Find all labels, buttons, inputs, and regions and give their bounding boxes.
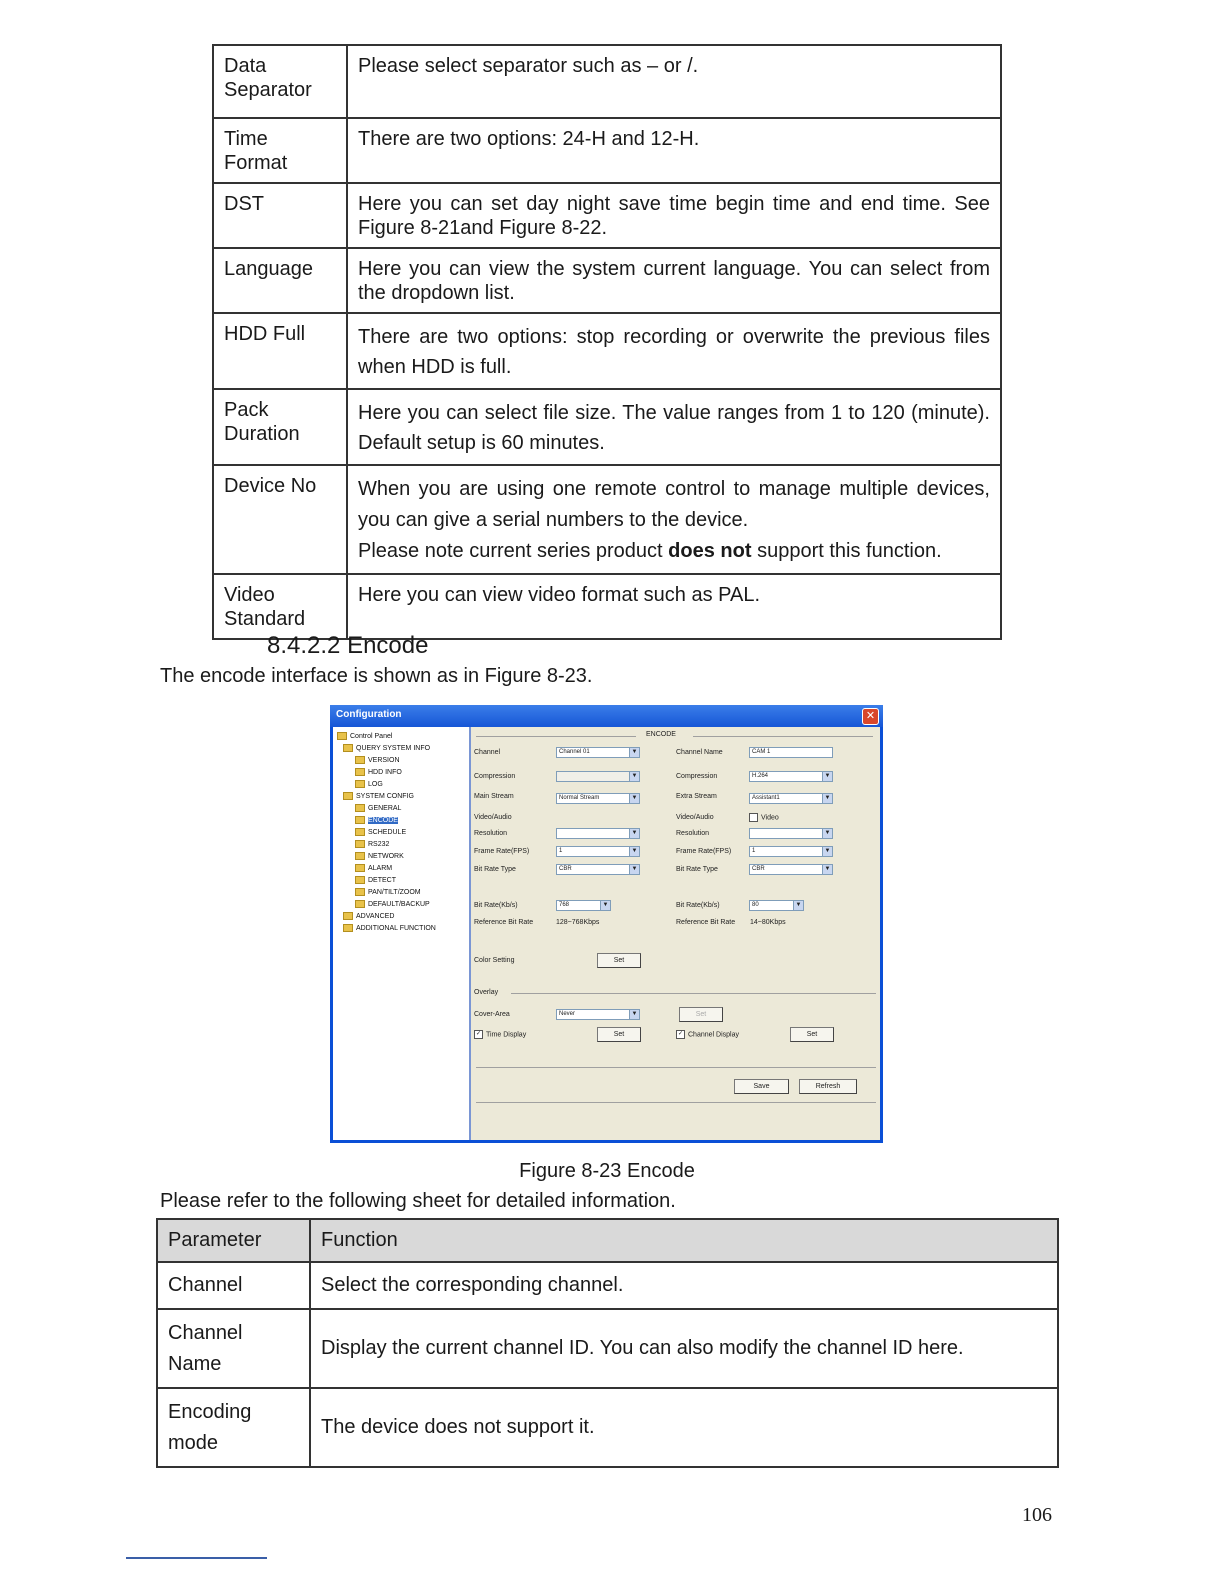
ref-bit-rate-label: Reference Bit Rate [474,919,534,926]
cover-area-select[interactable]: Never ▼ [556,1009,640,1020]
folder-icon [355,768,365,776]
param-desc: Here you can select file size. The value ranges from 1 to 120 (minute). Default setup is 60 minutes. [347,389,1001,465]
cover-area-label: Cover-Area [474,1011,510,1018]
param-desc: There are two options: stop recording or overwrite the previous files when HDD is full. [347,313,1001,389]
overlay-label: Overlay [474,989,499,996]
channel-name-label: Channel Name [676,749,723,756]
chevron-down-icon: ▼ [629,772,639,781]
folder-icon [355,756,365,764]
extra-ref-bit-rate-value: 14~80Kbps [750,919,786,926]
tree-item[interactable]: VERSION [355,756,400,764]
param-function: The device does not support it. [310,1388,1058,1467]
cover-set-button[interactable]: Set [679,1007,723,1022]
extra-compression-select[interactable]: H.264 ▼ [749,771,833,782]
tree-item[interactable]: QUERY SYSTEM INFO [343,744,430,752]
extra-frame-rate-select[interactable]: 1 ▼ [749,846,833,857]
section-heading: 8.4.2.2 Encode [267,632,429,659]
param-name: HDD Full [213,313,347,389]
extra-frame-rate-label: Frame Rate(FPS) [676,848,732,855]
folder-icon [355,888,365,896]
close-icon[interactable]: ✕ [862,708,879,725]
header-function: Function [310,1219,1058,1262]
panel-icon [337,732,347,740]
chevron-down-icon: ▼ [629,794,639,803]
param-name: Channel Name [157,1309,310,1388]
tree-item-selected[interactable]: ENCODE [355,816,398,824]
resolution-select[interactable] [556,828,640,839]
footer-divider [126,1557,267,1559]
param-name: Channel [157,1262,310,1309]
param-name: Encoding mode [157,1388,310,1467]
table-row [213,45,1001,118]
extra-bit-rate-label: Bit Rate(Kb/s) [676,902,720,909]
chevron-down-icon: ▼ [822,865,832,874]
channel-name-input[interactable]: CAM 1 [749,747,833,758]
refer-text: Please refer to the following sheet for detailed information. [160,1190,676,1212]
tree-item[interactable]: DEFAULT/BACKUP [355,900,430,908]
header-parameter: Parameter [157,1219,310,1262]
tree-item[interactable]: LOG [355,780,383,788]
param-function: Select the corresponding channel. [310,1262,1058,1309]
channel-display-set-button[interactable]: Set [790,1027,834,1042]
chevron-down-icon: ▼ [600,901,610,910]
main-stream-select[interactable]: Normal Stream ▼ [556,793,640,804]
param-function: Display the current channel ID. You can also modify the channel ID here. [310,1309,1058,1388]
param-desc: Here you can view the system current language. You can select from the dropdown list. [347,248,1001,313]
tree-item[interactable]: DETECT [355,876,396,884]
tree-item[interactable]: SYSTEM CONFIG [343,792,414,800]
tree-item[interactable]: Control Panel [337,732,392,740]
compression-label: Compression [474,773,516,780]
param-name: Pack Duration [213,389,347,465]
chevron-down-icon: ▼ [822,772,832,781]
settings-table [212,44,1002,640]
extra-bit-rate-type-select[interactable]: CBR ▼ [749,864,833,875]
chevron-down-icon: ▼ [629,1010,639,1019]
table-row [213,183,1001,248]
extra-compression-label: Compression [676,773,718,780]
param-name: Time Format [213,118,347,183]
parameter-table [156,1218,1059,1468]
table-row [213,118,1001,183]
param-name: Video Standard [213,574,347,639]
checkbox-checked-icon: ✓ [475,1031,482,1037]
folder-icon [355,828,365,836]
channel-display-checkbox[interactable]: ✓ Channel Display [677,1031,739,1039]
param-desc: There are two options: 24-H and 12-H. [347,118,1001,183]
refresh-button[interactable]: Refresh [799,1079,857,1094]
extra-video-audio-label: Video/Audio [676,814,714,821]
table-row [213,465,1001,574]
desc-part2-pre: Please note current series product [358,540,669,562]
tree-item[interactable]: NETWORK [355,852,404,860]
time-display-set-button[interactable]: Set [597,1027,641,1042]
checkbox-checked-icon: ✓ [677,1031,684,1037]
configuration-window [330,705,883,1143]
folder-icon [355,900,365,908]
ref-bit-rate-value: 128~768Kbps [556,919,600,926]
param-desc: Please select separator such as – or /. [347,45,1001,118]
window-title: Configuration [336,709,402,720]
tree-item[interactable]: SCHEDULE [355,828,406,836]
bit-rate-type-select[interactable]: CBR ▼ [556,864,640,875]
extra-stream-label: Extra Stream [676,793,717,800]
chevron-down-icon: ▼ [629,865,639,874]
tree-item[interactable]: RS232 [355,840,389,848]
folder-icon [355,864,365,872]
desc-part2-post: support this function. [751,540,942,562]
tree-item[interactable]: ALARM [355,864,392,872]
param-desc: Here you can view video format such as PAL. [347,574,1001,639]
color-setting-label: Color Setting [474,957,515,964]
window-titlebar [330,705,883,727]
extra-resolution-select[interactable] [749,828,833,839]
extra-stream-select[interactable]: Assistant1 ▼ [749,793,833,804]
table-row [213,389,1001,465]
desc-part2-bold: does not [668,540,752,562]
config-tree [333,727,471,1140]
chevron-down-icon: ▼ [629,748,639,757]
extra-ref-bit-rate-label: Reference Bit Rate [676,919,736,926]
table-header-row [157,1219,1058,1262]
folder-icon [343,744,353,752]
encode-panel [471,727,880,1140]
time-display-checkbox[interactable]: ✓ Time Display [475,1031,527,1039]
param-name: Language [213,248,347,313]
tree-item[interactable]: ADDITIONAL FUNCTION [343,924,436,932]
chevron-down-icon: ▼ [793,901,803,910]
desc-part1: When you are using one remote control to manage multiple devices, you can give a serial numbers to the device. [358,478,990,531]
intro-text: The encode interface is shown as in Figure 8-23. [160,665,593,687]
folder-icon [355,816,365,824]
param-desc: Here you can set day night save time begin time and end time. See Figure 8-21and Figure 8-22. [347,183,1001,248]
chevron-down-icon: ▼ [822,794,832,803]
tree-item[interactable]: PAN/TILT/ZOOM [355,888,421,896]
channel-select[interactable]: Channel 01 ▼ [556,747,640,758]
table-row [157,1388,1058,1467]
frame-rate-select[interactable]: 1 ▼ [556,846,640,857]
page-number: 106 [1022,1504,1052,1526]
channel-label: Channel [474,749,501,756]
color-set-button[interactable]: Set [597,953,641,968]
resolution-label: Resolution [474,830,508,837]
video-checkbox[interactable]: Video [749,813,779,822]
folder-icon [355,852,365,860]
extra-resolution-label: Resolution [676,830,710,837]
bit-rate-select[interactable]: 768 ▼ [556,900,611,911]
bit-rate-type-label: Bit Rate Type [474,866,516,873]
extra-bit-rate-select[interactable]: 80 ▼ [749,900,804,911]
extra-bit-rate-type-label: Bit Rate Type [676,866,718,873]
main-stream-label: Main Stream [474,793,514,800]
folder-icon [343,924,353,932]
param-name: Device No [213,465,347,574]
folder-icon [355,804,365,812]
chevron-down-icon: ▼ [822,829,832,838]
frame-rate-label: Frame Rate(FPS) [474,848,530,855]
chevron-down-icon: ▼ [822,847,832,856]
tree-item[interactable]: HDD INFO [355,768,402,776]
table-row [157,1309,1058,1388]
checkbox-icon [749,813,758,822]
table-row [157,1262,1058,1309]
panel-title: ENCODE [646,731,676,738]
chevron-down-icon: ▼ [629,829,639,838]
save-button[interactable]: Save [734,1079,789,1094]
folder-icon [355,840,365,848]
folder-icon [343,792,353,800]
tree-item[interactable]: ADVANCED [343,912,394,920]
figure-caption: Figure 8-23 Encode [519,1160,695,1182]
table-row [213,574,1001,639]
video-audio-label: Video/Audio [474,814,512,821]
chevron-down-icon: ▼ [629,847,639,856]
bit-rate-label: Bit Rate(Kb/s) [474,902,518,909]
table-row [213,248,1001,313]
folder-icon [355,780,365,788]
compression-select[interactable] [556,771,640,782]
param-name: Data Separator [213,45,347,118]
folder-icon [343,912,353,920]
param-desc [347,465,1001,574]
param-name: DST [213,183,347,248]
tree-item[interactable]: GENERAL [355,804,401,812]
folder-icon [355,876,365,884]
table-row [213,313,1001,389]
